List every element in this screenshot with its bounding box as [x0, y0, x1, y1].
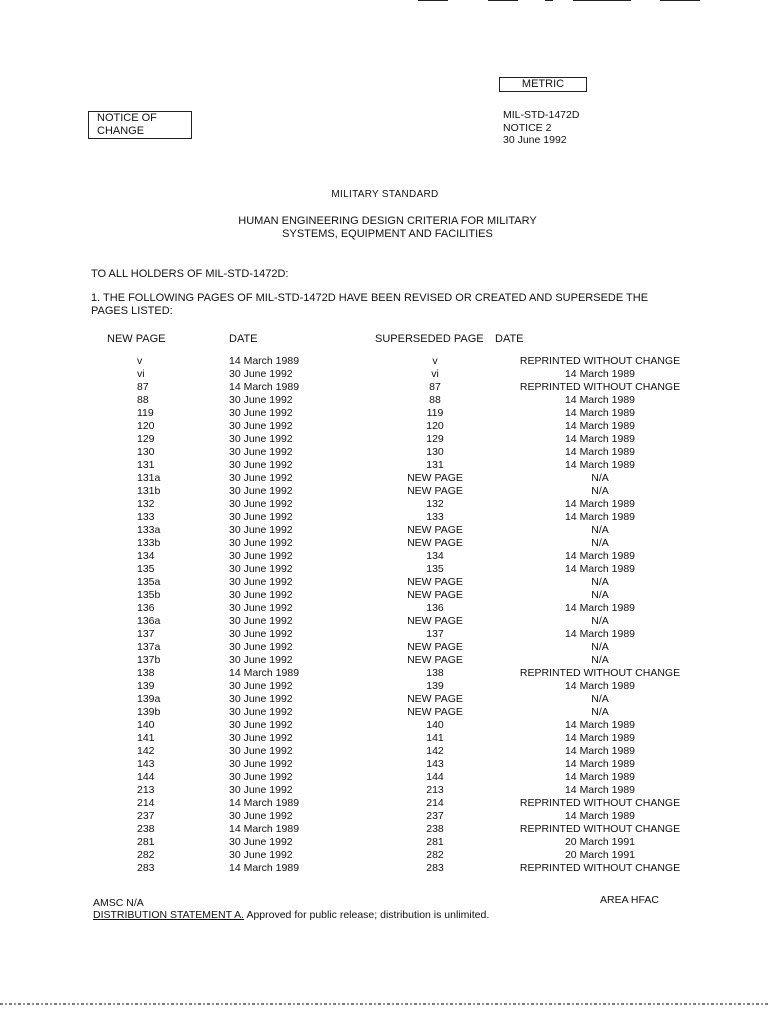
- new-page-cell: 281: [137, 836, 155, 848]
- superseded-page-cell: NEW PAGE: [407, 485, 463, 497]
- title-line-1: HUMAN ENGINEERING DESIGN CRITERIA FOR MILITARY: [238, 215, 537, 227]
- superseded-date-cell: 14 March 1989: [564, 563, 636, 575]
- superseded-page-cell: NEW PAGE: [407, 693, 463, 705]
- superseded-date-cell: N/A: [591, 693, 609, 705]
- date-cell: 30 June 1992: [229, 758, 293, 770]
- item-1-line-1: 1. THE FOLLOWING PAGES OF MIL-STD-1472D HAVE BEEN REVISED OR CREATED AND SUPERSEDE THE: [91, 292, 649, 304]
- doc-id: MIL-STD-1472D: [503, 109, 580, 121]
- new-page-cell: 88: [137, 394, 149, 406]
- date-cell: 30 June 1992: [229, 784, 293, 796]
- notice-box-line-1: NOTICE OF: [97, 112, 157, 124]
- new-page-cell: 129: [137, 433, 155, 445]
- notice-number: NOTICE 2: [503, 121, 552, 134]
- superseded-date-cell: 14 March 1989: [564, 368, 636, 380]
- metric-label: METRIC: [499, 77, 587, 92]
- table-header-row: [107, 333, 705, 355]
- table-row: [107, 537, 705, 550]
- superseded-page-cell: 134: [426, 550, 444, 562]
- document-title: [0, 215, 770, 241]
- date-cell: 30 June 1992: [229, 459, 293, 471]
- superseded-page-cell: 133: [426, 511, 444, 523]
- superseded-page-cell: v: [432, 355, 438, 367]
- table-row: [107, 745, 705, 758]
- table-row: [107, 849, 705, 862]
- table-row: [107, 576, 705, 589]
- new-page-cell: 130: [137, 446, 155, 458]
- superseded-page-cell: 132: [426, 498, 444, 510]
- date-cell: 30 June 1992: [229, 394, 293, 406]
- to-holders: TO ALL HOLDERS OF MIL-STD-1472D:: [91, 268, 289, 280]
- superseded-date-cell: 14 March 1989: [564, 784, 636, 796]
- document-header: [503, 109, 579, 147]
- table-row: [107, 355, 705, 368]
- superseded-page-cell: 131: [426, 459, 444, 471]
- new-page-cell: 133: [137, 511, 155, 523]
- new-page-cell: 140: [137, 719, 155, 731]
- table-row: [107, 732, 705, 745]
- superseded-date-cell: 14 March 1989: [564, 680, 636, 692]
- table-row: [107, 797, 705, 810]
- superseded-page-cell: 283: [426, 862, 444, 874]
- superseded-page-cell: NEW PAGE: [407, 537, 463, 549]
- new-page-cell: 142: [137, 745, 155, 757]
- superseded-date-cell: 14 March 1989: [564, 771, 636, 783]
- table-row: [107, 719, 705, 732]
- header-superseded-date: DATE: [495, 333, 524, 345]
- new-page-cell: 133b: [137, 537, 161, 549]
- superseded-date-cell: 14 March 1989: [564, 719, 636, 731]
- superseded-page-cell: 141: [426, 732, 444, 744]
- table-row: [107, 602, 705, 615]
- date-cell: 30 June 1992: [229, 641, 293, 653]
- superseded-page-cell: NEW PAGE: [407, 654, 463, 666]
- superseded-date-cell: 14 March 1989: [564, 550, 636, 562]
- new-page-cell: 137a: [137, 641, 161, 653]
- header-new-page: NEW PAGE: [107, 333, 166, 345]
- table-row: [107, 641, 705, 654]
- superseded-date-cell: REPRINTED WITHOUT CHANGE: [519, 823, 681, 835]
- date-cell: 30 June 1992: [229, 745, 293, 757]
- date-cell: 30 June 1992: [229, 550, 293, 562]
- table-row: [107, 407, 705, 420]
- new-page-cell: v: [137, 355, 143, 367]
- superseded-date-cell: N/A: [591, 472, 609, 484]
- date-cell: 14 March 1989: [229, 381, 300, 393]
- table-row: [107, 368, 705, 381]
- standard-title: MILITARY STANDARD: [331, 189, 439, 200]
- date-cell: 14 March 1989: [229, 667, 300, 679]
- distribution-text: Approved for public release; distribution is unlimited.: [244, 909, 490, 921]
- superseded-page-cell: 87: [429, 381, 441, 393]
- superseded-date-cell: 14 March 1989: [564, 758, 636, 770]
- date-cell: 30 June 1992: [229, 589, 293, 601]
- superseded-date-cell: N/A: [591, 537, 609, 549]
- date-cell: 30 June 1992: [229, 524, 293, 536]
- new-page-cell: 283: [137, 862, 155, 874]
- superseded-date-cell: 20 March 1991: [564, 849, 636, 861]
- superseded-page-cell: 213: [426, 784, 444, 796]
- new-page-cell: 214: [137, 797, 155, 809]
- date-cell: 14 March 1989: [229, 862, 300, 874]
- new-page-cell: 139: [137, 680, 155, 692]
- new-page-cell: 137b: [137, 654, 161, 666]
- new-page-cell: 141: [137, 732, 155, 744]
- table-row: [107, 485, 705, 498]
- superseded-page-cell: 143: [426, 758, 444, 770]
- superseded-page-cell: 119: [426, 407, 444, 419]
- superseded-date-cell: 14 March 1989: [564, 602, 636, 614]
- area-label: AREA HFAC: [600, 894, 659, 906]
- superseded-page-cell: 214: [426, 797, 444, 809]
- superseded-date-cell: 14 March 1989: [564, 810, 636, 822]
- new-page-cell: 131: [137, 459, 155, 471]
- superseded-date-cell: 14 March 1989: [564, 433, 636, 445]
- new-page-cell: 138: [137, 667, 155, 679]
- superseded-date-cell: N/A: [591, 485, 609, 497]
- notice-of-change-box: [88, 111, 192, 139]
- table-row: [107, 862, 705, 875]
- date-cell: 30 June 1992: [229, 511, 293, 523]
- new-page-cell: 135a: [137, 576, 161, 588]
- table-row: [107, 563, 705, 576]
- date-cell: 14 March 1989: [229, 355, 300, 367]
- table-row: [107, 810, 705, 823]
- superseded-page-cell: NEW PAGE: [407, 472, 463, 484]
- table-row: [107, 771, 705, 784]
- date-cell: 30 June 1992: [229, 433, 293, 445]
- new-page-cell: 131a: [137, 472, 161, 484]
- superseded-date-cell: 14 March 1989: [564, 459, 636, 471]
- superseded-page-cell: NEW PAGE: [407, 589, 463, 601]
- new-page-cell: 87: [137, 381, 149, 393]
- superseded-page-cell: 281: [426, 836, 444, 848]
- superseded-date-cell: REPRINTED WITHOUT CHANGE: [519, 862, 681, 874]
- superseded-page-cell: 142: [426, 745, 444, 757]
- date-cell: 30 June 1992: [229, 810, 293, 822]
- table-row: [107, 420, 705, 433]
- date-cell: 30 June 1992: [229, 693, 293, 705]
- table-row: [107, 511, 705, 524]
- table-row: [107, 446, 705, 459]
- new-page-cell: 237: [137, 810, 155, 822]
- new-page-cell: 136: [137, 602, 155, 614]
- title-line-2: SYSTEMS, EQUIPMENT AND FACILITIES: [282, 228, 493, 240]
- superseded-page-cell: NEW PAGE: [407, 641, 463, 653]
- superseded-page-cell: NEW PAGE: [407, 576, 463, 588]
- superseded-page-cell: 137: [426, 628, 444, 640]
- superseded-date-cell: 14 March 1989: [564, 407, 636, 419]
- new-page-cell: 132: [137, 498, 155, 510]
- new-page-cell: 238: [137, 823, 155, 835]
- date-cell: 30 June 1992: [229, 446, 293, 458]
- superseded-date-cell: 14 March 1989: [564, 511, 636, 523]
- table-row: [107, 693, 705, 706]
- date-cell: 30 June 1992: [229, 420, 293, 432]
- new-page-cell: 143: [137, 758, 155, 770]
- superseded-date-cell: 14 March 1989: [564, 745, 636, 757]
- table-row: [107, 615, 705, 628]
- date-cell: 30 June 1992: [229, 706, 293, 718]
- superseded-page-cell: NEW PAGE: [407, 524, 463, 536]
- new-page-cell: 213: [137, 784, 155, 796]
- table-row: [107, 433, 705, 446]
- table-row: [107, 836, 705, 849]
- date-cell: 30 June 1992: [229, 719, 293, 731]
- table-row: [107, 459, 705, 472]
- superseded-page-cell: 238: [426, 823, 444, 835]
- notice-box-line-2: CHANGE: [97, 125, 145, 137]
- superseded-page-cell: 120: [426, 420, 444, 432]
- superseded-date-cell: N/A: [591, 589, 609, 601]
- date-cell: 30 June 1992: [229, 849, 293, 861]
- superseded-date-cell: REPRINTED WITHOUT CHANGE: [519, 797, 681, 809]
- date-cell: 30 June 1992: [229, 602, 293, 614]
- superseded-page-cell: 140: [426, 719, 444, 731]
- new-page-cell: 134: [137, 550, 155, 562]
- superseded-page-cell: vi: [431, 368, 439, 380]
- table-row: [107, 550, 705, 563]
- distribution-label: DISTRIBUTION STATEMENT A.: [93, 909, 245, 921]
- pages-table: [107, 333, 705, 875]
- date-cell: 30 June 1992: [229, 407, 293, 419]
- superseded-date-cell: REPRINTED WITHOUT CHANGE: [519, 667, 681, 679]
- superseded-page-cell: 138: [426, 667, 444, 679]
- notice-date: 30 June 1992: [503, 134, 567, 146]
- new-page-cell: 282: [137, 849, 155, 861]
- table-row: [107, 498, 705, 511]
- superseded-page-cell: 139: [426, 680, 444, 692]
- date-cell: 30 June 1992: [229, 563, 293, 575]
- superseded-date-cell: N/A: [591, 706, 609, 718]
- table-row: [107, 680, 705, 693]
- superseded-page-cell: NEW PAGE: [407, 615, 463, 627]
- table-row: [107, 589, 705, 602]
- superseded-date-cell: REPRINTED WITHOUT CHANGE: [519, 381, 681, 393]
- superseded-page-cell: 135: [426, 563, 444, 575]
- scan-edge-noise: [0, 1003, 770, 1005]
- new-page-cell: 144: [137, 771, 155, 783]
- table-row: [107, 628, 705, 641]
- superseded-date-cell: 14 March 1989: [564, 498, 636, 510]
- superseded-date-cell: 14 March 1989: [564, 420, 636, 432]
- date-cell: 30 June 1992: [229, 576, 293, 588]
- date-cell: 30 June 1992: [229, 537, 293, 549]
- item-1-line-2: PAGES LISTED:: [91, 304, 173, 317]
- superseded-date-cell: 20 March 1991: [564, 836, 636, 848]
- new-page-cell: vi: [137, 368, 145, 380]
- superseded-date-cell: N/A: [591, 576, 609, 588]
- superseded-date-cell: N/A: [591, 615, 609, 627]
- superseded-date-cell: N/A: [591, 641, 609, 653]
- superseded-date-cell: N/A: [591, 524, 609, 536]
- table-row: [107, 758, 705, 771]
- amsc-label: AMSC N/A: [93, 897, 144, 909]
- superseded-date-cell: REPRINTED WITHOUT CHANGE: [519, 355, 681, 367]
- header-date: DATE: [229, 333, 258, 345]
- date-cell: 14 March 1989: [229, 797, 300, 809]
- superseded-page-cell: 136: [426, 602, 444, 614]
- new-page-cell: 136a: [137, 615, 161, 627]
- superseded-page-cell: 237: [426, 810, 444, 822]
- superseded-page-cell: 144: [426, 771, 444, 783]
- table-row: [107, 472, 705, 485]
- date-cell: 30 June 1992: [229, 732, 293, 744]
- new-page-cell: 135b: [137, 589, 161, 601]
- table-row: [107, 784, 705, 797]
- table-row: [107, 394, 705, 407]
- date-cell: 30 June 1992: [229, 836, 293, 848]
- date-cell: 30 June 1992: [229, 615, 293, 627]
- date-cell: 30 June 1992: [229, 498, 293, 510]
- new-page-cell: 133a: [137, 524, 161, 536]
- new-page-cell: 139a: [137, 693, 161, 705]
- item-1-text: [91, 292, 711, 317]
- table-row: [107, 381, 705, 394]
- superseded-page-cell: NEW PAGE: [407, 706, 463, 718]
- header-superseded-page: SUPERSEDED PAGE: [375, 333, 484, 345]
- superseded-date-cell: N/A: [591, 654, 609, 666]
- new-page-cell: 139b: [137, 706, 161, 718]
- date-cell: 30 June 1992: [229, 771, 293, 783]
- superseded-page-cell: 129: [426, 433, 444, 445]
- date-cell: 30 June 1992: [229, 628, 293, 640]
- new-page-cell: 137: [137, 628, 155, 640]
- date-cell: 30 June 1992: [229, 680, 293, 692]
- table-row: [107, 667, 705, 680]
- superseded-date-cell: 14 March 1989: [564, 628, 636, 640]
- date-cell: 30 June 1992: [229, 472, 293, 484]
- new-page-cell: 119: [137, 407, 154, 419]
- date-cell: 14 March 1989: [229, 823, 300, 835]
- superseded-page-cell: 88: [429, 394, 441, 406]
- superseded-date-cell: 14 March 1989: [564, 394, 636, 406]
- new-page-cell: 120: [137, 420, 155, 432]
- date-cell: 30 June 1992: [229, 485, 293, 497]
- date-cell: 30 June 1992: [229, 654, 293, 666]
- superseded-date-cell: 14 March 1989: [564, 446, 636, 458]
- superseded-date-cell: 14 March 1989: [564, 732, 636, 744]
- table-row: [107, 823, 705, 836]
- distribution-statement: [93, 909, 489, 922]
- superseded-page-cell: 130: [426, 446, 444, 458]
- new-page-cell: 135: [137, 563, 155, 575]
- table-row: [107, 706, 705, 719]
- date-cell: 30 June 1992: [229, 368, 293, 380]
- table-row: [107, 654, 705, 667]
- table-row: [107, 524, 705, 537]
- new-page-cell: 131b: [137, 485, 161, 497]
- superseded-page-cell: 282: [426, 849, 444, 861]
